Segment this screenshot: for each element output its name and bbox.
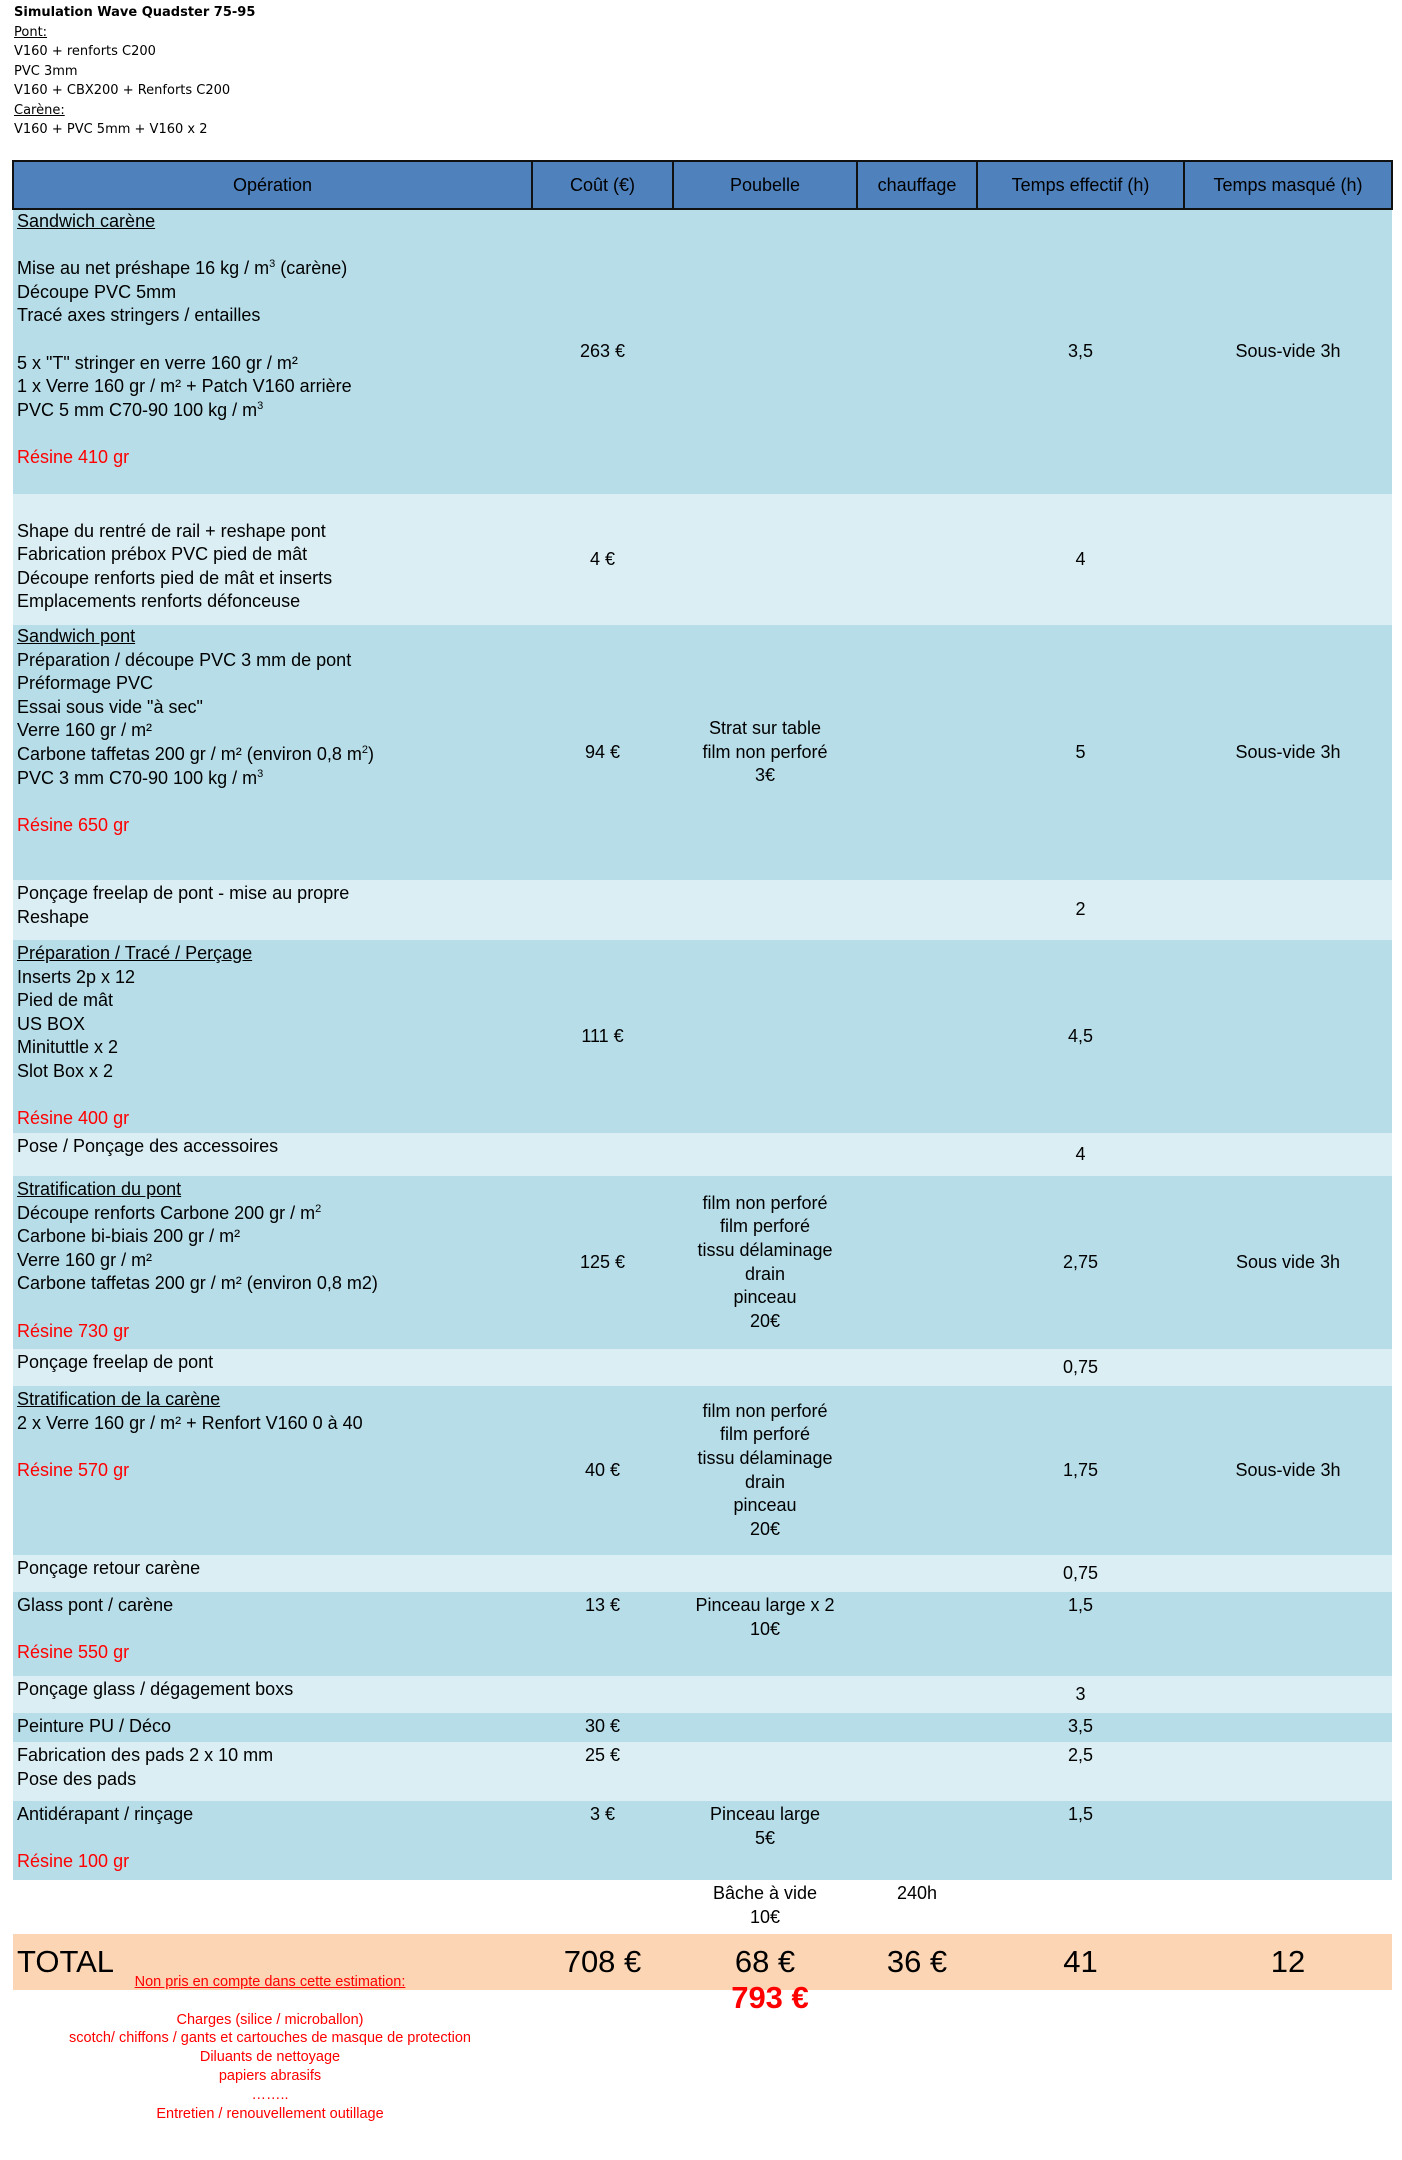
- table-row: [13, 1349, 1392, 1386]
- table-row: [13, 1386, 1392, 1555]
- note-line: scotch/ chiffons / gants et cartouches de masque de protection: [69, 2030, 471, 2047]
- cost-cell: 40 €: [532, 1386, 673, 1555]
- carene-line: V160 + PVC 5mm + V160 x 2: [14, 122, 208, 137]
- spacer: [17, 790, 528, 814]
- operation-line-text: 5 x "T" stringer en verre 160 gr / m²: [17, 352, 298, 373]
- column-header: Coût (€): [532, 161, 673, 209]
- operation-line: [17, 1272, 528, 1296]
- operation-line-text: Inserts 2p x 12: [17, 966, 136, 987]
- pont-label: Pont:: [14, 24, 48, 40]
- spacer: [17, 328, 528, 352]
- operation-line-text: Carbone taffetas 200 gr / m² (environ 0,8 m2): [17, 1273, 378, 1294]
- chauffage-cell: [857, 1713, 977, 1742]
- masque-cell: [1184, 494, 1392, 625]
- spacer: [17, 1618, 528, 1642]
- poubelle-cell: [673, 1592, 857, 1676]
- poubelle-line: Strat sur table: [708, 718, 822, 739]
- poubelle-line: 20€: [749, 1518, 781, 1539]
- operation-line-text: Fabrication des pads 2 x 10 mm: [17, 1745, 274, 1766]
- masque-cell: [1184, 1801, 1392, 1880]
- masque-cell: [1184, 940, 1392, 1133]
- operation-line-text: Shape du rentré de rail + reshape pont: [17, 520, 326, 541]
- notes-title: Non pris en compte dans cette estimation:: [134, 1974, 406, 1990]
- masque-cell: [1184, 1349, 1392, 1386]
- effectif-cell: 1,75: [977, 1386, 1184, 1555]
- operation-line-text: Ponçage retour carène: [17, 1558, 201, 1579]
- cost-cell: [532, 1555, 673, 1592]
- chauffage-cell: [857, 1176, 977, 1349]
- operation-line: [17, 1351, 528, 1375]
- pont-line: PVC 3mm: [14, 63, 78, 79]
- operation-line: [17, 1412, 528, 1436]
- operation-line-text: Antidérapant / rinçage: [17, 1804, 194, 1825]
- operation-line-text: Fabrication prébox PVC pied de mât: [17, 544, 308, 565]
- superscript: 3: [257, 399, 264, 412]
- chauffage-cell: [857, 625, 977, 880]
- table-header-row: [13, 161, 1392, 209]
- operation-line-text: Pose des pads: [17, 1768, 137, 1789]
- spacer: [17, 1296, 528, 1320]
- resin-amount: [17, 1850, 528, 1874]
- operation-heading: Stratification du pont: [17, 1179, 182, 1199]
- poubelle-cell: [673, 1880, 857, 1934]
- total-masque: 12: [1184, 1934, 1392, 1990]
- operation-cell: [13, 1386, 532, 1555]
- operation-line: [17, 375, 528, 399]
- operation-line: [17, 1135, 528, 1159]
- operation-line: [17, 1594, 528, 1618]
- effectif-cell: 3: [977, 1676, 1184, 1713]
- operation-cell: [13, 209, 532, 494]
- operation-line-text: Carbone bi-biais 200 gr / m²: [17, 1226, 241, 1247]
- operation-line-text: Pied de mât: [17, 990, 114, 1011]
- cost-cell: 30 €: [532, 1713, 673, 1742]
- operation-line-tail: ): [367, 743, 374, 764]
- poubelle-cell: [673, 494, 857, 625]
- operation-line-text: Résine 400 gr: [17, 1108, 130, 1129]
- operation-line-text: Ponçage freelap de pont - mise au propre: [17, 883, 350, 903]
- chauffage-cell: [857, 1742, 977, 1801]
- operation-line: [17, 1557, 528, 1581]
- document-header: [14, 3, 255, 140]
- table-row: [13, 1880, 1392, 1934]
- effectif-cell: 4,5: [977, 940, 1184, 1133]
- masque-cell: Sous vide 3h: [1184, 1176, 1392, 1349]
- operation-line: [17, 1036, 528, 1060]
- operation-line: [17, 1225, 528, 1249]
- note-line: papiers abrasifs: [218, 2067, 322, 2084]
- spacer: [17, 1827, 528, 1851]
- poubelle-line: film non perforé: [702, 1192, 828, 1213]
- operation-line-text: Slot Box x 2: [17, 1060, 114, 1081]
- operation-line: [17, 743, 528, 767]
- poubelle-line: 3€: [754, 765, 776, 786]
- poubelle-cell: [673, 880, 857, 940]
- operation-cell: [13, 1742, 532, 1801]
- table-body: [13, 209, 1392, 1934]
- poubelle-cell: [673, 1176, 857, 1349]
- operation-line: [17, 281, 528, 305]
- poubelle-line: Pinceau large: [709, 1804, 821, 1825]
- effectif-cell: 2,75: [977, 1176, 1184, 1349]
- poubelle-cell: [673, 625, 857, 880]
- operations-table: [12, 160, 1393, 1990]
- poubelle-line: pinceau: [733, 1495, 797, 1516]
- operation-line: [17, 649, 528, 673]
- operation-line: [17, 906, 528, 930]
- chauffage-cell: [857, 1386, 977, 1555]
- masque-cell: [1184, 1555, 1392, 1592]
- spacer: [17, 1506, 528, 1530]
- poubelle-cell: [673, 209, 857, 494]
- poubelle-cell: [673, 1349, 857, 1386]
- operation-cell: [13, 1676, 532, 1713]
- operation-line: [17, 1678, 528, 1702]
- table-row: [13, 209, 1392, 494]
- masque-cell: Sous-vide 3h: [1184, 1386, 1392, 1555]
- cost-cell: 125 €: [532, 1176, 673, 1349]
- effectif-cell: 3,5: [977, 1713, 1184, 1742]
- operation-line-text: Minituttle x 2: [17, 1037, 119, 1058]
- spacer: [30, 1992, 510, 2011]
- pont-line: V160 + CBX200 + Renforts C200: [14, 83, 231, 98]
- poubelle-line: drain: [744, 1263, 786, 1284]
- operation-line-text: Découpe renforts Carbone 200 gr / m: [17, 1202, 316, 1223]
- cost-cell: 13 €: [532, 1592, 673, 1676]
- effectif-cell: 1,5: [977, 1592, 1184, 1676]
- total-effectif: 41: [977, 1934, 1184, 1990]
- table-row: [13, 1676, 1392, 1713]
- chauffage-cell: [857, 1555, 977, 1592]
- poubelle-line: 5€: [754, 1827, 776, 1848]
- operation-heading: Sandwich pont: [17, 626, 136, 646]
- operation-cell: [13, 494, 532, 625]
- chauffage-cell: [857, 1801, 977, 1880]
- poubelle-line: film perforé: [719, 1216, 811, 1237]
- operation-line-text: Ponçage freelap de pont: [17, 1352, 214, 1372]
- operation-heading: Sandwich carène: [17, 211, 156, 231]
- operation-line-text: Carbone taffetas 200 gr / m² (environ 0,8 m: [17, 743, 362, 764]
- cost-cell: [532, 1676, 673, 1713]
- effectif-cell: 4: [977, 1133, 1184, 1176]
- operation-line-text: Peinture PU / Déco: [17, 1716, 172, 1737]
- operation-cell: [13, 1880, 532, 1934]
- effectif-cell: 1,5: [977, 1801, 1184, 1880]
- total-poubelle: 68 €: [673, 1934, 857, 1990]
- operation-cell: [13, 625, 532, 880]
- operation-line-text: Emplacements renforts défonceuse: [17, 591, 301, 612]
- operation-line-text: Verre 160 gr / m²: [17, 720, 153, 741]
- operation-line-text: Résine 550 gr: [17, 1642, 130, 1663]
- table-row: [13, 1801, 1392, 1880]
- exclusions-note: [30, 1973, 510, 2123]
- note-line: Charges (silice / microballon): [176, 2011, 364, 2028]
- note-line: Diluants de nettoyage: [199, 2049, 341, 2066]
- cost-cell: [532, 880, 673, 940]
- column-header: Opération: [13, 161, 532, 209]
- operation-line-text: Verre 160 gr / m²: [17, 1249, 153, 1270]
- poubelle-line: Pinceau large x 2: [695, 1595, 835, 1616]
- operation-line: [17, 672, 528, 696]
- operation-line: [17, 257, 528, 281]
- spacer: [17, 422, 528, 446]
- column-header: Poubelle: [673, 161, 857, 209]
- operation-line: [17, 543, 528, 567]
- table-row: [13, 880, 1392, 940]
- resin-amount: [17, 1641, 528, 1665]
- operation-line: [17, 882, 528, 906]
- superscript: 3: [269, 258, 276, 271]
- spacer: [17, 1530, 528, 1554]
- cost-cell: 25 €: [532, 1742, 673, 1801]
- chauffage-cell: [857, 880, 977, 940]
- spacer: [17, 1482, 528, 1506]
- resin-amount: [17, 814, 528, 838]
- operation-line: [17, 767, 528, 791]
- effectif-cell: 0,75: [977, 1349, 1184, 1386]
- chauffage-cell: [857, 1592, 977, 1676]
- operation-cell: [13, 940, 532, 1133]
- spacer: [17, 1906, 528, 1930]
- column-header: Temps effectif (h): [977, 161, 1184, 209]
- masque-cell: Sous-vide 3h: [1184, 209, 1392, 494]
- operation-line-text: Essai sous vide "à sec": [17, 696, 203, 717]
- operation-line-text: Résine 730 gr: [17, 1320, 130, 1341]
- spacer: [17, 1882, 528, 1906]
- table-row: [13, 1742, 1392, 1801]
- operation-line: [17, 520, 528, 544]
- operation-cell: [13, 1176, 532, 1349]
- poubelle-line: 20€: [749, 1310, 781, 1331]
- operation-line: [17, 1768, 528, 1792]
- operation-line-text: Résine 570 gr: [17, 1459, 130, 1480]
- masque-cell: Sous-vide 3h: [1184, 625, 1392, 880]
- poubelle-cell: [673, 1386, 857, 1555]
- table-row: [13, 940, 1392, 1133]
- operation-line-text: Reshape: [17, 906, 90, 927]
- poubelle-line: 10€: [749, 1618, 781, 1639]
- operation-line-text: Glass pont / carène: [17, 1595, 174, 1616]
- poubelle-line: 10€: [749, 1906, 781, 1927]
- resin-amount: [17, 1107, 528, 1131]
- spacer: [17, 234, 528, 258]
- poubelle-line: pinceau: [733, 1287, 797, 1308]
- operation-line-text: Ponçage glass / dégagement boxs: [17, 1679, 294, 1700]
- table-row: [13, 1176, 1392, 1349]
- operation-cell: [13, 1555, 532, 1592]
- operation-line-text: 2 x Verre 160 gr / m² + Renfort V160 0 à 40: [17, 1412, 363, 1433]
- cost-cell: [532, 1880, 673, 1934]
- resin-amount: [17, 1459, 528, 1483]
- operation-line: [17, 1249, 528, 1273]
- chauffage-cell: 240h: [857, 1880, 977, 1934]
- spacer: [17, 1084, 528, 1108]
- operation-heading: Préparation / Tracé / Perçage: [17, 943, 253, 963]
- operation-line: [17, 399, 528, 423]
- total-label: TOTAL: [13, 1934, 532, 1990]
- cost-cell: 3 €: [532, 1801, 673, 1880]
- effectif-cell: 0,75: [977, 1555, 1184, 1592]
- table-row: [13, 625, 1392, 880]
- masque-cell: [1184, 880, 1392, 940]
- table-row: [13, 1555, 1392, 1592]
- operation-line: [17, 966, 528, 990]
- poubelle-line: film non perforé: [702, 741, 828, 762]
- operation-cell: [13, 1801, 532, 1880]
- resin-amount: [17, 1320, 528, 1344]
- operation-cell: [13, 1592, 532, 1676]
- operation-cell: [13, 1713, 532, 1742]
- operation-cell: [13, 1133, 532, 1176]
- cost-cell: 4 €: [532, 494, 673, 625]
- operation-line: [17, 352, 528, 376]
- superscript: 2: [361, 743, 368, 756]
- effectif-cell: 2: [977, 880, 1184, 940]
- operation-line-text: Mise au net préshape 16 kg / m: [17, 258, 270, 279]
- poubelle-line: film perforé: [719, 1424, 811, 1445]
- masque-cell: [1184, 1742, 1392, 1801]
- chauffage-cell: [857, 1676, 977, 1713]
- table-row: [13, 494, 1392, 625]
- masque-cell: [1184, 1133, 1392, 1176]
- spacer: [17, 1435, 528, 1459]
- operation-line-text: Préformage PVC: [17, 673, 154, 694]
- resin-amount: [17, 446, 528, 470]
- operation-line: [17, 567, 528, 591]
- masque-cell: [1184, 1713, 1392, 1742]
- poubelle-cell: [673, 1133, 857, 1176]
- operation-line-text: Résine 100 gr: [17, 1851, 130, 1872]
- poubelle-cell: [673, 1676, 857, 1713]
- grand-total: 793 €: [731, 1980, 809, 2015]
- poubelle-cell: [673, 1713, 857, 1742]
- operation-line-text: PVC 3 mm C70-90 100 kg / m: [17, 767, 258, 788]
- effectif-cell: 2,5: [977, 1742, 1184, 1801]
- chauffage-cell: [857, 494, 977, 625]
- carene-label: Carène:: [14, 102, 65, 118]
- poubelle-line: drain: [744, 1471, 786, 1492]
- table-row: [13, 1713, 1392, 1742]
- effectif-cell: [977, 1880, 1184, 1934]
- operation-line-text: Découpe PVC 5mm: [17, 281, 177, 302]
- operation-line: [17, 1744, 528, 1768]
- spacer: [17, 496, 528, 520]
- table-row: [13, 1592, 1392, 1676]
- operation-line-text: PVC 5 mm C70-90 100 kg / m: [17, 399, 258, 420]
- cost-cell: [532, 1349, 673, 1386]
- superscript: 3: [257, 767, 264, 780]
- poubelle-cell: [673, 1801, 857, 1880]
- operation-line-text: Résine 650 gr: [17, 814, 130, 835]
- poubelle-line: Bâche à vide: [712, 1883, 818, 1904]
- operation-line: [17, 1060, 528, 1084]
- masque-cell: [1184, 1676, 1392, 1713]
- poubelle-line: tissu délaminage: [697, 1239, 833, 1260]
- operation-cell: [13, 1349, 532, 1386]
- chauffage-cell: [857, 1349, 977, 1386]
- operation-line: [17, 696, 528, 720]
- operation-line: [17, 1715, 528, 1739]
- operation-line-text: Tracé axes stringers / entailles: [17, 305, 261, 326]
- operation-line: [17, 719, 528, 743]
- operation-line-text: US BOX: [17, 1013, 86, 1034]
- cost-cell: [532, 1133, 673, 1176]
- cost-cell: 263 €: [532, 209, 673, 494]
- poubelle-cell: [673, 1742, 857, 1801]
- poubelle-cell: [673, 940, 857, 1133]
- effectif-cell: 3,5: [977, 209, 1184, 494]
- total-chauffage: 36 €: [857, 1934, 977, 1990]
- total-cost: 708 €: [532, 1934, 673, 1990]
- poubelle-line: tissu délaminage: [697, 1447, 833, 1468]
- operation-line: [17, 1803, 528, 1827]
- poubelle-line: film non perforé: [702, 1400, 828, 1421]
- effectif-cell: 4: [977, 494, 1184, 625]
- pont-line: V160 + renforts C200: [14, 44, 156, 59]
- chauffage-cell: [857, 209, 977, 494]
- operation-line: [17, 989, 528, 1013]
- operation-line-text: Préparation / découpe PVC 3 mm de pont: [17, 649, 352, 670]
- cost-cell: 94 €: [532, 625, 673, 880]
- operation-line-text: 1 x Verre 160 gr / m² + Patch V160 arrière: [17, 376, 352, 397]
- cost-cell: 111 €: [532, 940, 673, 1133]
- operation-line: [17, 1202, 528, 1226]
- operation-line-tail: (carène): [275, 258, 348, 279]
- masque-cell: [1184, 1592, 1392, 1676]
- operation-line-text: Découpe renforts pied de mât et inserts: [17, 567, 333, 588]
- note-line: Entretien / renouvellement outillage: [156, 2105, 384, 2122]
- note-line: ……..: [251, 2086, 289, 2103]
- poubelle-cell: [673, 1555, 857, 1592]
- superscript: 2: [315, 1202, 322, 1215]
- column-header: Temps masqué (h): [1184, 161, 1392, 209]
- operation-line-text: Résine 410 gr: [17, 446, 130, 467]
- chauffage-cell: [857, 940, 977, 1133]
- table-row: [13, 1133, 1392, 1176]
- operation-line: [17, 590, 528, 614]
- operation-line: [17, 1013, 528, 1037]
- operation-line: [17, 304, 528, 328]
- chauffage-cell: [857, 1133, 977, 1176]
- operation-heading: Stratification de la carène: [17, 1389, 221, 1409]
- operation-line-text: Pose / Ponçage des accessoires: [17, 1136, 279, 1156]
- operation-cell: [13, 880, 532, 940]
- masque-cell: [1184, 1880, 1392, 1934]
- effectif-cell: 5: [977, 625, 1184, 880]
- column-header: chauffage: [857, 161, 977, 209]
- document-title: Simulation Wave Quadster 75-95: [14, 5, 256, 20]
